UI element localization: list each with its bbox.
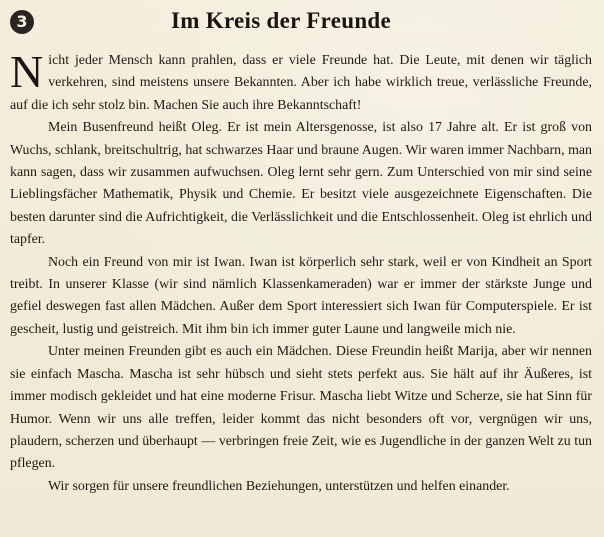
paragraph-4: Unter meinen Freunden gibt es auch ein Mädchen. Diese Freundin heißt Marija, aber wir nennen sie einfach Mascha. Mascha ist sehr hübsch und sieht stets perfekt aus. Sie hält auf ihr Äußeres, ist immer modisch gekleidet und hat eine moderne Frisur. Mascha liebt Witze und Scherze, sie hat Sinn für Humor. Wenn wir uns alle treffen, leider kommt das nicht besonders oft vor, vergnügen wir uns, plaudern, scherzen und überhaupt — verbringen freie Zeit, wie es Jugendliche in der ganzen Welt zu tun pflegen. — [10, 344, 592, 472]
section-number-badge: 3 — [10, 10, 34, 34]
paragraph-1-text: icht jeder Mensch kann prahlen, dass er viele Freunde hat. Die Leute, mit denen wir täglich verkehren, sind meistens unsere Bekannten. Aber ich habe wirklich treue, verlässliche Freunde, auf die ich sehr stolz bin. Machen Sie auch ihre Bekanntschaft! — [10, 53, 592, 113]
article-body — [10, 46, 592, 498]
section-header — [10, 6, 594, 40]
paragraph-3: Noch ein Freund von mir ist Iwan. Iwan ist körperlich sehr stark, weil er von Kindheit an Sport treibt. In unserer Klasse (wir sind nämlich Klassenkameraden) war er immer der stärkste Junge und gefiel deswegen fast allen Mädchen. Außer dem Sport interessiert sich Iwan für Computerspiele. Er ist gescheit, lustig und geistreich. Mit ihm bin ich immer guter Laune und langweile mich nie. — [10, 254, 592, 337]
paragraph-2: Mein Busenfreund heißt Oleg. Er ist mein Altersgenosse, ist also 17 Jahre alt. Er ist groß von Wuchs, schlank, breitschultrig, hat schwarzes Haar und braune Augen. Wir waren immer Nachbarn, man kann sagen, dass wir zusammen aufwuchsen. Oleg lernt sehr gern. Zum Unterschied von mir sind seine Lieblingsfächer Mathematik, Physik und Chemie. Er besitzt viele ausgezeichnete Eigenschaften. Die besten darunter sind die Aufrichtigkeit, die Verlässlichkeit und die Entschlossenheit. Oleg ist ehrlich und tapfer. — [10, 120, 592, 248]
drop-cap-letter: N — [10, 46, 44, 97]
paragraph-5: Wir sorgen für unsere freundlichen Beziehungen, unterstützen und helfen einander. — [48, 478, 510, 494]
section-title: Im Kreis der Freunde — [171, 8, 392, 33]
paragraph-1 — [10, 46, 592, 117]
